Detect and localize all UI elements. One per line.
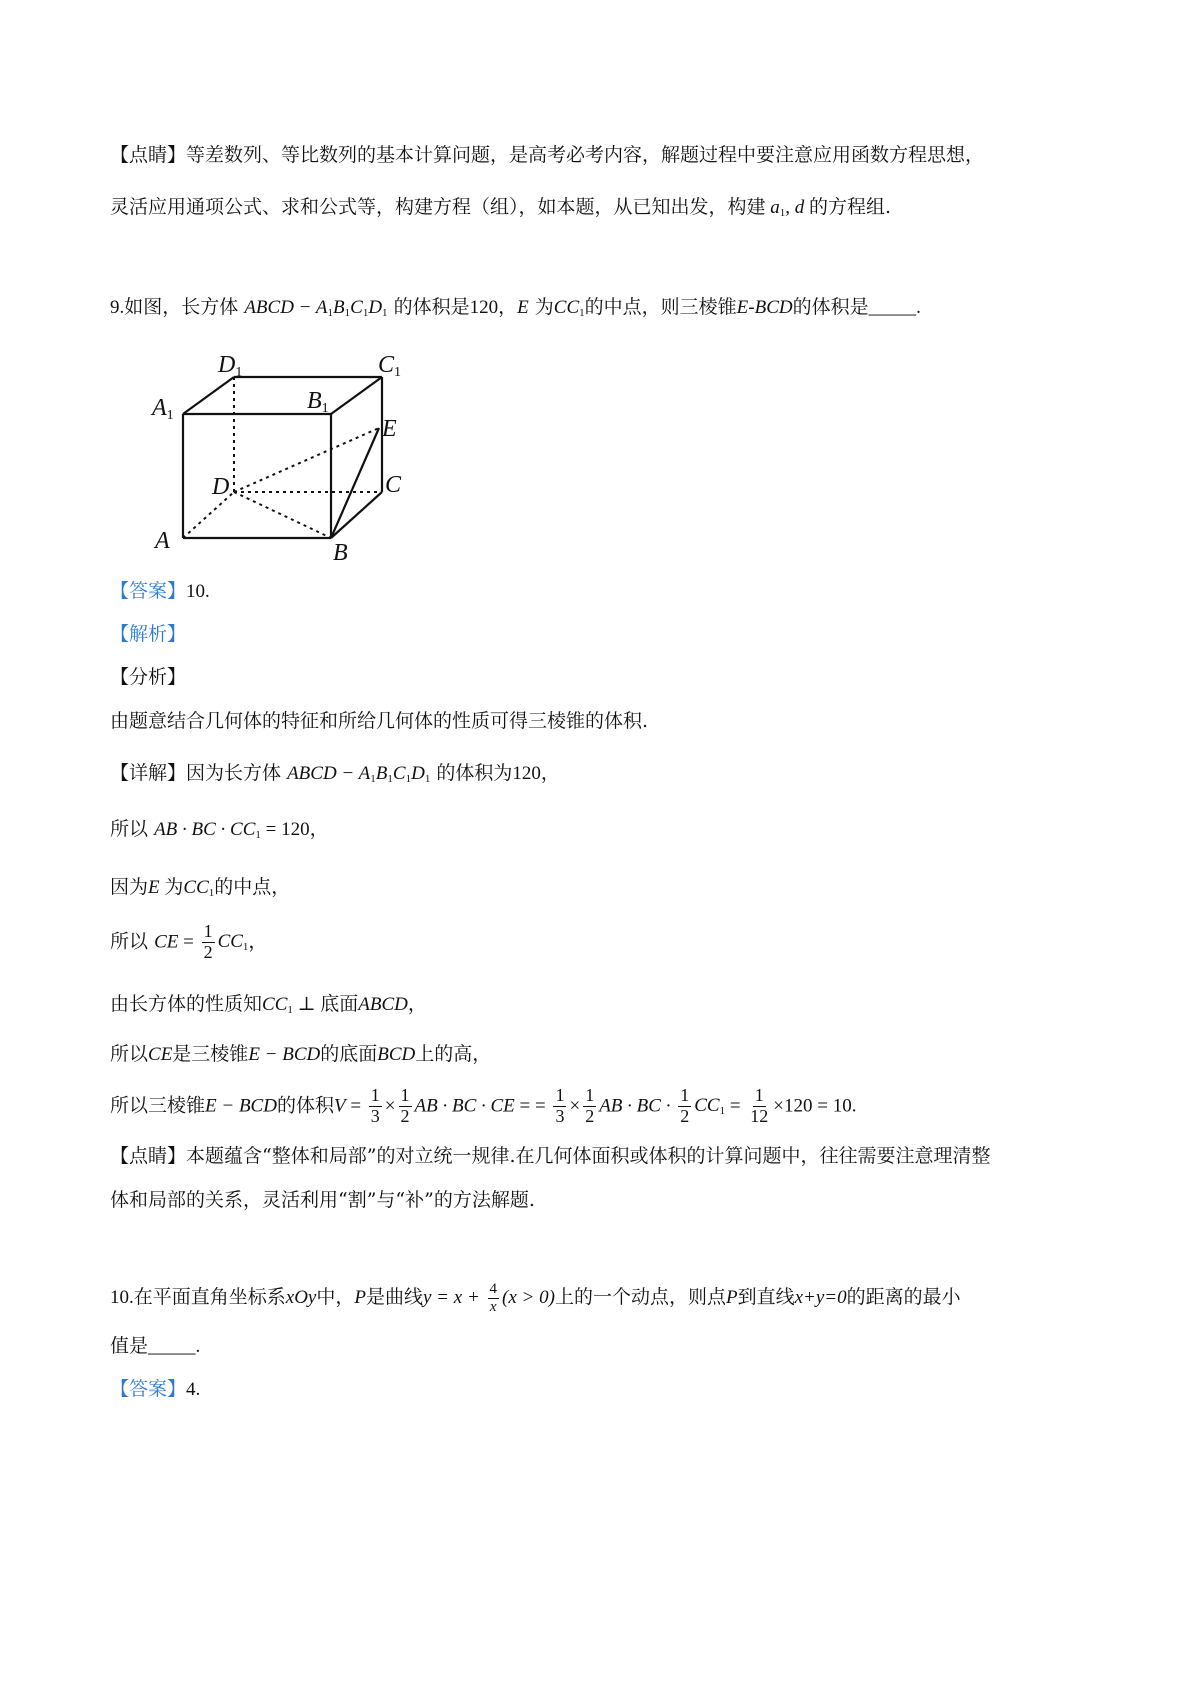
math-E: E bbox=[517, 297, 529, 318]
question-10-line-2: 值是_____. bbox=[110, 1335, 201, 1357]
solution-line-5: 由长方体的性质知$CC_1$ ⊥ 底面ABCD， bbox=[110, 993, 427, 1016]
label-D: D bbox=[212, 474, 230, 500]
answer-10: 【答案】4. bbox=[110, 1378, 201, 1400]
jiexi-tag: 【解析】 bbox=[110, 623, 187, 645]
label-D1: D1 bbox=[218, 352, 243, 380]
question-9: 9.如图，长方体 ABCD − $A_1B_1C_1D_1$ 的体积是120，E 为$CC_1$的中点，则三棱锥E-BCD的体积是_____. bbox=[110, 296, 921, 319]
label-C: C bbox=[385, 472, 402, 498]
fenxi-text: 由题意结合几何体的特征和所给几何体的性质可得三棱锥的体积. bbox=[110, 710, 649, 732]
label-C1: C1 bbox=[378, 352, 402, 380]
remark-2-line-2: 体和局部的关系，灵活利用“割”与“补”的方法解题. bbox=[110, 1189, 535, 1211]
solution-line-7: 所以三棱锥E − BCD的体积V = $\frac{1}{3}$ × $\frac{1}{2}$ AB · BC · CE = = $\frac{1}{3}$ × $\frac{1}{2}$ AB · BC · $\frac{1}{2}$ $CC_1$ = $\frac{1}{12}$ ×120 = 10. bbox=[110, 1085, 857, 1126]
label-E: E bbox=[382, 416, 397, 442]
remark-1-line-2: 灵活应用通项公式、求和公式等，构建方程（组），如本题，从已知出发，构建 $a_1$, d 的方程组. bbox=[110, 196, 892, 219]
label-A: A bbox=[155, 528, 170, 554]
label-B1: B1 bbox=[307, 388, 329, 416]
remark-2-line-1: 【点睛】本题蕴含“整体和局部”的对立统一规律.在几何体面积或体积的计算问题中，往往需要注意理清整 bbox=[110, 1145, 991, 1167]
solution-line-4: 所以 CE = $\frac{1}{2}$ $CC_1$， bbox=[110, 921, 268, 962]
cuboid-diagram bbox=[152, 352, 420, 570]
fenxi-tag: 【分析】 bbox=[110, 666, 187, 688]
remark-1-line-1: 【点睛】等差数列、等比数列的基本计算问题，是高考必考内容，解题过程中要注意应用函数方程思想， bbox=[110, 144, 985, 166]
solution-line-6: 所以CE是三棱锥E − BCD的底面BCD上的高， bbox=[110, 1043, 492, 1065]
remark-tag: 【点睛】 bbox=[110, 144, 187, 166]
solution-line-2: 所以 AB · BC · $CC_1 = 120$， bbox=[110, 818, 329, 841]
label-B: B bbox=[333, 540, 348, 566]
answer-9: 【答案】10. bbox=[110, 580, 210, 602]
math-cuboid: ABCD − $A_1B_1C_1D_1$ bbox=[244, 297, 388, 319]
math-a1-d: $a_1$, d bbox=[765, 197, 810, 219]
fraction-half: $\frac{1}{2}$ bbox=[203, 921, 213, 962]
math-CC1: $CC_1$ bbox=[553, 297, 585, 319]
solution-line-3: 因为E 为$CC_1$的中点， bbox=[110, 876, 291, 899]
cuboid-figure bbox=[152, 352, 420, 575]
answer-tag: 【答案】 bbox=[110, 580, 187, 602]
label-A1: A1 bbox=[152, 395, 174, 423]
question-10-line-1: 10.在平面直角坐标系xOy中，P是曲线y = x + $\frac{4}{x}$ (x > 0)上的一个动点，则点P到直线x+y=0的距离的最小 bbox=[110, 1281, 961, 1315]
solution-line-1: 【详解】因为长方体 ABCD − $A_1B_1C_1D_1$ 的体积为120， bbox=[110, 762, 560, 785]
